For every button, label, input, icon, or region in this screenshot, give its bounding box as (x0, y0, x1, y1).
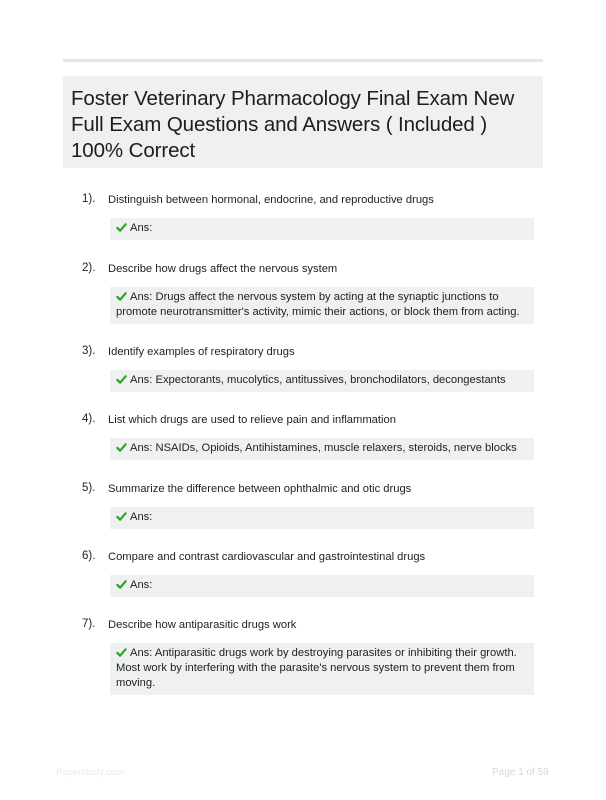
answer-box (110, 643, 534, 695)
answer-text: Ans: (130, 511, 153, 523)
check-icon (116, 442, 127, 453)
question-number: 5). (82, 482, 96, 494)
answer-text: Ans: NSAIDs, Opioids, Antihistamines, muscle relaxers, steroids, nerve blocks (130, 442, 517, 454)
answer-text: Ans: Antiparasitic drugs work by destroying parasites or inhibiting their growth. Most work by interfering with the parasite's nervous system to prevent them from moving. (116, 647, 517, 689)
question-number: 1). (82, 193, 96, 205)
question-number: 6). (82, 550, 96, 562)
answer-box (110, 438, 534, 460)
page-title: Foster Veterinary Pharmacology Final Exam New Full Exam Questions and Answers ( Included ) 100% Correct (71, 87, 515, 162)
question-text: Distinguish between hormonal, endocrine, and reproductive drugs (108, 194, 434, 206)
footer-watermark: Paperstudy.com (56, 767, 124, 778)
answer-box (110, 218, 534, 240)
question-text: List which drugs are used to relieve pain and inflammation (108, 414, 396, 426)
question-text: Compare and contrast cardiovascular and gastrointestinal drugs (108, 551, 426, 563)
answer-text: Ans: (130, 222, 153, 234)
check-icon (116, 374, 127, 385)
question-number: 7). (82, 618, 96, 630)
title-banner (63, 76, 543, 168)
answer-box (110, 575, 534, 597)
check-icon (116, 291, 127, 302)
check-icon (116, 511, 127, 522)
check-icon (116, 222, 127, 233)
check-icon (116, 647, 127, 658)
answer-box (110, 507, 534, 529)
question-number: 3). (82, 345, 96, 357)
question-text: Identify examples of respiratory drugs (108, 346, 295, 358)
answer-box (110, 370, 534, 392)
answer-text: Ans: Expectorants, mucolytics, antitussives, bronchodilators, decongestants (130, 374, 506, 386)
answer-text: Ans: Drugs affect the nervous system by acting at the synaptic junctions to promote neurotransmitter's activity, mimic their actions, or block them from acting. (116, 291, 520, 318)
check-icon (116, 579, 127, 590)
page-indicator: Page 1 of 59 (492, 767, 549, 778)
answer-text: Ans: (130, 579, 153, 591)
question-number: 4). (82, 413, 96, 425)
question-text: Describe how antiparasitic drugs work (108, 619, 297, 631)
question-text: Describe how drugs affect the nervous system (108, 263, 338, 275)
top-divider (63, 59, 543, 62)
question-text: Summarize the difference between ophthalmic and otic drugs (108, 483, 412, 495)
question-number: 2). (82, 262, 96, 274)
answer-box (110, 287, 534, 324)
